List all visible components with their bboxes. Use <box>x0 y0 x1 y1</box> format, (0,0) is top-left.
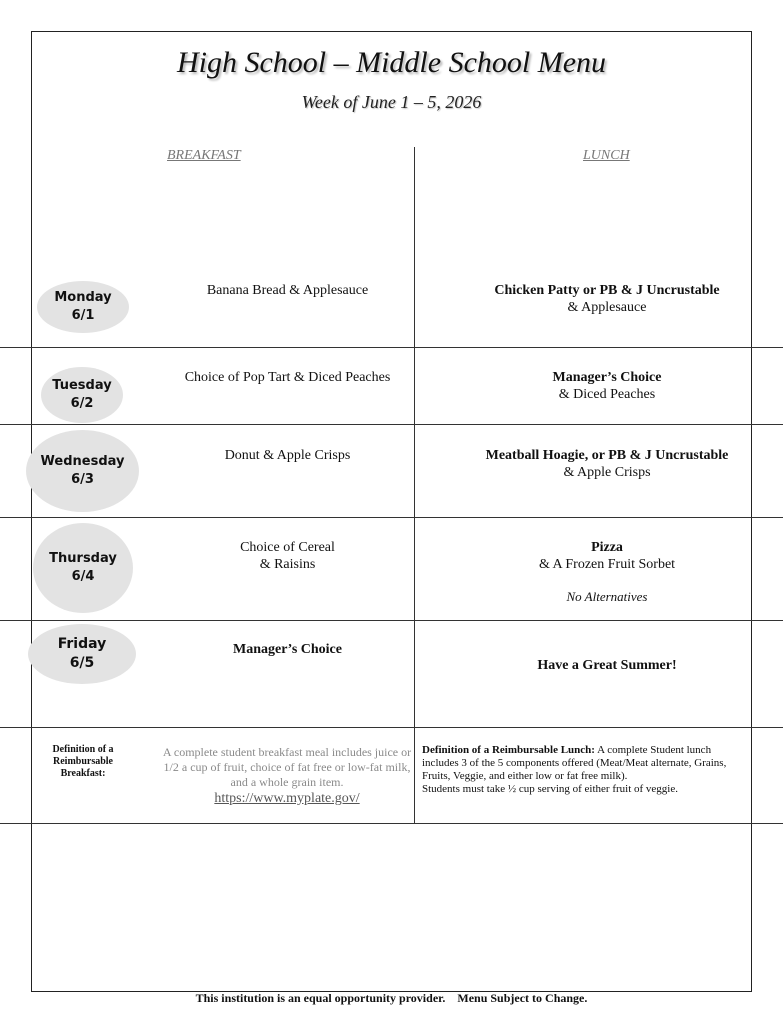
myplate-link[interactable]: https://www.myplate.gov/ <box>214 791 360 806</box>
lunch-definition-note: Students must take ½ cup serving of either fruit of veggie. <box>422 783 678 795</box>
thursday-lunch <box>447 539 767 605</box>
lunch-side: & Diced Peaches <box>558 387 656 402</box>
row-divider <box>0 517 783 518</box>
day-badge-friday <box>28 624 136 684</box>
row-divider <box>0 347 783 348</box>
day-date: 6/5 <box>69 655 95 671</box>
day-badge-thursday <box>33 523 133 613</box>
day-badge-wednesday <box>26 430 139 512</box>
friday-lunch: Have a Great Summer! <box>537 658 677 673</box>
lunch-main: Pizza <box>591 540 623 555</box>
row-divider <box>0 424 783 425</box>
lunch-definition-text: A complete Student lunch includes 3 of the 5 components offered (Meat/Meat alternate, Grains, Fruits, Veggie, and either low or fat free milk). <box>422 744 727 782</box>
lunch-note: No Alternatives <box>566 589 648 604</box>
breakfast-line: Choice of Cereal <box>240 540 335 555</box>
day-name: Wednesday <box>40 454 125 470</box>
lunch-column-header: LUNCH <box>583 148 630 163</box>
lunch-side: & Applesauce <box>567 300 647 315</box>
breakfast-line: & Raisins <box>259 557 316 572</box>
lunch-definition <box>422 744 742 796</box>
wednesday-breakfast: Donut & Apple Crisps <box>224 448 351 463</box>
monday-breakfast: Banana Bread & Applesauce <box>206 283 369 298</box>
row-divider <box>0 823 783 824</box>
breakfast-column-header: BREAKFAST <box>167 148 241 163</box>
monday-lunch <box>447 282 767 316</box>
thursday-breakfast <box>150 539 425 573</box>
lunch-side: & A Frozen Fruit Sorbet <box>538 557 676 572</box>
row-divider <box>0 727 783 728</box>
day-name: Tuesday <box>52 378 112 394</box>
tuesday-lunch <box>447 369 767 403</box>
lunch-main: Manager’s Choice <box>552 370 662 385</box>
row-divider <box>0 620 783 621</box>
day-date: 6/1 <box>71 308 95 323</box>
lunch-main: Chicken Patty or PB & J Uncrustable <box>494 283 720 298</box>
page-title: High School – Middle School Menu <box>176 46 607 79</box>
week-subtitle: Week of June 1 – 5, 2026 <box>301 92 482 112</box>
day-name: Friday <box>57 636 107 653</box>
page-frame <box>31 31 752 992</box>
day-name: Thursday <box>49 551 117 567</box>
breakfast-definition <box>162 745 412 808</box>
lunch-side: & Apple Crisps <box>563 465 651 480</box>
day-date: 6/3 <box>71 472 94 487</box>
footer-note: This institution is an equal opportunity provider. Menu Subject to Change. <box>195 991 588 1005</box>
breakfast-definition-label: Definition of a Reimbursable Breakfast: <box>52 744 114 779</box>
lunch-main: Meatball Hoagie, or PB & J Uncrustable <box>485 448 729 463</box>
day-name: Monday <box>54 290 112 306</box>
column-divider <box>414 147 415 823</box>
day-date: 6/4 <box>71 569 95 584</box>
wednesday-lunch <box>447 447 767 481</box>
day-badge-tuesday <box>41 367 123 423</box>
lunch-definition-label: Definition of a Reimbursable Lunch: <box>422 744 595 756</box>
day-badge-monday <box>37 281 129 333</box>
breakfast-definition-text: A complete student breakfast meal includes juice or 1/2 a cup of fruit, choice of fat free or low-fat milk, and a whole grain item. <box>162 745 412 789</box>
day-date: 6/2 <box>70 396 94 411</box>
friday-breakfast: Manager’s Choice <box>233 642 342 657</box>
tuesday-breakfast: Choice of Pop Tart & Diced Peaches <box>184 370 391 385</box>
